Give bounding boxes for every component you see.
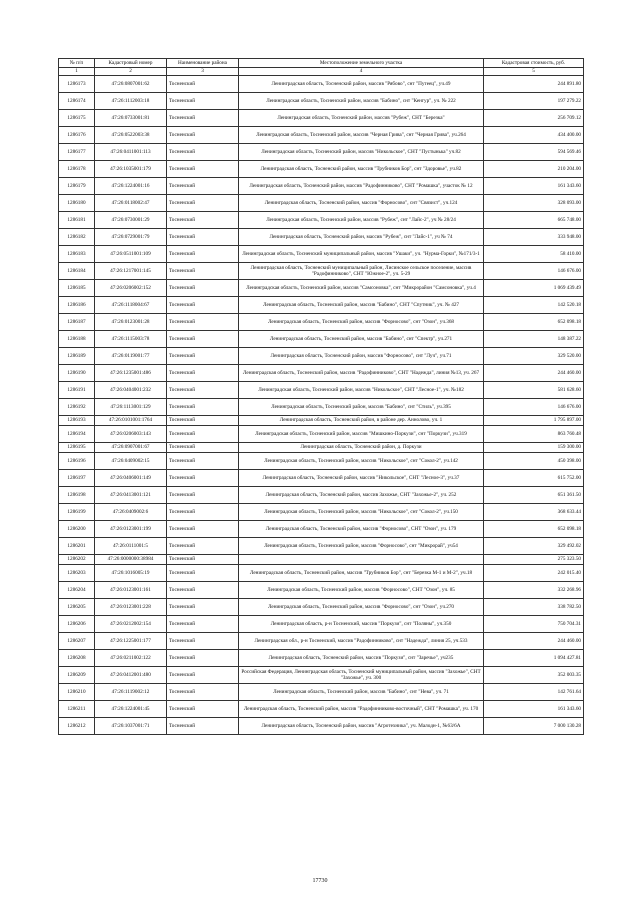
land-location: Ленинградская область, Тосненский район, массив "Никольское", снт "Сокол-2", уч.142 — [239, 453, 484, 470]
cadastral-cost: 652 098.18 — [484, 521, 584, 538]
cadastral-number: 47:26:0119001:77 — [95, 348, 167, 365]
district-name: Тосненский — [167, 348, 239, 365]
cadastral-cost: 332 268.96 — [484, 582, 584, 599]
cadastral-number: 47:26:0111001:5 — [95, 538, 167, 555]
table-row — [59, 365, 584, 382]
district-name: Тосненский — [167, 582, 239, 599]
cadastral-number: 47:26:0406001:149 — [95, 470, 167, 487]
cadastral-number: 47:26:1224001:45 — [95, 701, 167, 718]
row-index: 1286180 — [59, 195, 95, 212]
row-index: 1286196 — [59, 453, 95, 470]
district-name: Тосненский — [167, 701, 239, 718]
cadastral-cost: 615 752.00 — [484, 470, 584, 487]
cadastral-cost: 338 782.50 — [484, 599, 584, 616]
district-name: Тосненский — [167, 195, 239, 212]
cadastral-number: 47:26:0404001:232 — [95, 382, 167, 399]
table-body — [59, 76, 584, 735]
cadastral-number: 47:26:0409002:15 — [95, 453, 167, 470]
table-row — [59, 565, 584, 582]
row-index: 1286204 — [59, 582, 95, 599]
cadastral-number: 47:26:0522003:38 — [95, 127, 167, 144]
cadastral-number: 47:26:0211002:122 — [95, 650, 167, 667]
land-location: Ленинградская область, Тосненский район, массив "Рубеж", снт "Лайс-2", уч № 28/24 — [239, 212, 484, 229]
district-name: Тосненский — [167, 416, 239, 426]
row-index: 1286206 — [59, 616, 95, 633]
cadastral-cost: 256 709.12 — [484, 110, 584, 127]
row-index: 1286190 — [59, 365, 95, 382]
header-location: Местоположение земельного участка — [239, 59, 484, 68]
cadastral-cost: 329 520.00 — [484, 348, 584, 365]
row-index: 1286191 — [59, 382, 95, 399]
district-name: Тосненский — [167, 127, 239, 144]
cadastral-cost: 368 633.44 — [484, 504, 584, 521]
header-row — [59, 59, 584, 68]
cadastral-number: 47:26:1118004:67 — [95, 297, 167, 314]
table-row — [59, 382, 584, 399]
district-name: Тосненский — [167, 178, 239, 195]
land-location: Ленинградская область, Тосненский район, массив "Черная Грива", снт "Черная Грива", уч.264 — [239, 127, 484, 144]
cadastral-number: 47:26:1217001:145 — [95, 263, 167, 280]
land-location: Ленинградская область, Тосненский район, массив "Трубников Бор", снт "Березка М-1 и М-2", уч.18 — [239, 565, 484, 582]
table-row — [59, 616, 584, 633]
district-name: Тосненский — [167, 555, 239, 565]
land-location: Ленинградская область, Тосненский район, массив "Никольское", снт "Сокол-2", уч.150 — [239, 504, 484, 521]
land-location: Ленинградская область, Тосненский район, массив "Форносово", СНТ "Озон", уч. 179 — [239, 521, 484, 538]
cadastral-number: 47:26:0206002:152 — [95, 280, 167, 297]
district-name: Тосненский — [167, 144, 239, 161]
land-location: Ленинградская область, Тосненский район, массив "Форносово", снт "Связист", уч.124 — [239, 195, 484, 212]
table-row — [59, 280, 584, 297]
row-index: 1286205 — [59, 599, 95, 616]
table-row — [59, 76, 584, 93]
land-location: Ленинградская область, Тосненский район, массив "Радофинниково-восточный", СНТ "Ромашка", уч. 170 — [239, 701, 484, 718]
row-index: 1286182 — [59, 229, 95, 246]
cadastral-number: 47:26:0730001:29 — [95, 212, 167, 229]
land-location: Ленинградская область, Тосненский район, массив "Самсоновка", снт "Микрорайон "Самсоновка", уч.4 — [239, 280, 484, 297]
land-location: Ленинградская область, Тосненский район, массив "Рубеж", снт "Лайс-1", уч № 74 — [239, 229, 484, 246]
table-row — [59, 348, 584, 365]
cadastral-cost: 244 460.00 — [484, 633, 584, 650]
header-index: № п/п — [59, 59, 95, 68]
row-index: 1286181 — [59, 212, 95, 229]
row-index: 1286184 — [59, 263, 95, 280]
header-district: Наименование района — [167, 59, 239, 68]
cadastral-cost: 7 000 130.28 — [484, 718, 584, 735]
land-location: Ленинградская область, Тосненский район, массив "Мишкино-Поркузи", снт "Поркузи", уч.319 — [239, 426, 484, 443]
cadastral-number: 47:26:0412001:480 — [95, 667, 167, 684]
cadastral-number: 47:26:1119002:12 — [95, 684, 167, 701]
row-index: 1286186 — [59, 297, 95, 314]
row-index: 1286192 — [59, 399, 95, 416]
row-index: 1286194 — [59, 426, 95, 443]
land-location: Ленинградская область, Тосненский район, массив "Бабино", снт "Кенгур", уч. № 222 — [239, 93, 484, 110]
land-location: Ленинградская область, Тосненский район, массив "Рябово", снт "Путеец", уч.49 — [239, 76, 484, 93]
column-number: 3 — [167, 68, 239, 76]
document-sheet — [58, 58, 583, 735]
land-location: Ленинградская область, Тосненский район, массив "Бабино", СНТ "Спутник", уч. № 427 — [239, 297, 484, 314]
land-location: Ленинградская область, Тосненский муниципальный район, массив "Ушаки", уч. "Нурма-Горки", №171/3-1 — [239, 246, 484, 263]
cadastral-number: 47:26:1112003:18 — [95, 93, 167, 110]
cadastral-cost: 142 520.18 — [484, 297, 584, 314]
cadastral-cost: 863 760.48 — [484, 426, 584, 443]
land-location: Ленинградская область, Тосненский район, массив "Радофинниково", СНТ "Ромашка", участок № 12 — [239, 178, 484, 195]
district-name: Тосненский — [167, 365, 239, 382]
district-name: Тосненский — [167, 633, 239, 650]
column-number-row — [59, 68, 584, 76]
district-name: Тосненский — [167, 470, 239, 487]
page-number: 17730 — [312, 878, 328, 884]
table-row — [59, 701, 584, 718]
district-name: Тосненский — [167, 399, 239, 416]
cadastral-number: 47:26:0411001:113 — [95, 144, 167, 161]
row-index: 1286187 — [59, 314, 95, 331]
row-index: 1286208 — [59, 650, 95, 667]
row-index: 1286202 — [59, 555, 95, 565]
district-name: Тосненский — [167, 487, 239, 504]
table-row — [59, 487, 584, 504]
header-cost: Кадастровая стоимость, руб. — [484, 59, 584, 68]
district-name: Тосненский — [167, 229, 239, 246]
district-name: Тосненский — [167, 650, 239, 667]
cadastral-cost: 210 204.00 — [484, 161, 584, 178]
cadastral-cost: 333 948.00 — [484, 229, 584, 246]
cadastral-number: 47:26:1016005:19 — [95, 565, 167, 582]
district-name: Тосненский — [167, 426, 239, 443]
cadastral-cost: 1 094 427.81 — [484, 650, 584, 667]
district-name: Тосненский — [167, 297, 239, 314]
row-index: 1286173 — [59, 76, 95, 93]
row-index: 1286189 — [59, 348, 95, 365]
land-location: Российская Федерация, Ленинградская область, Тосненский муниципальный район, массив "Захожье", СНТ "Захожье", уч. 300 — [239, 667, 484, 684]
row-index: 1286203 — [59, 565, 95, 582]
land-location: Ленинградская область, Тосненский район, массив Захожье, СНТ "Захожье-2", уч. 252 — [239, 487, 484, 504]
cadastral-number: 47:26:0123001:199 — [95, 521, 167, 538]
column-number: 5 — [484, 68, 584, 76]
land-location: Ленинградская область, Тосненский район, массив "Радофинниково", СНТ "Надежда", линия №13, уч. 267 — [239, 365, 484, 382]
row-index: 1286183 — [59, 246, 95, 263]
cadastral-number: 47:26:0000000:38984 — [95, 555, 167, 565]
district-name: Тосненский — [167, 453, 239, 470]
table-row — [59, 667, 584, 684]
table-row — [59, 399, 584, 416]
land-location: Ленинградская область, Тосненский район, массив "Никольское", СНТ "Лесное-3", уч.37 — [239, 470, 484, 487]
table-row — [59, 650, 584, 667]
district-name: Тосненский — [167, 565, 239, 582]
table-row — [59, 504, 584, 521]
cadastral-number: 47:26:0123001:161 — [95, 582, 167, 599]
table-row — [59, 297, 584, 314]
district-name: Тосненский — [167, 521, 239, 538]
cadastral-cost: 750 704.31 — [484, 616, 584, 633]
land-location: Ленинградская область, Тосненский район, массив "Форносово", снт "Озон", уч.368 — [239, 314, 484, 331]
table-row — [59, 416, 584, 426]
district-name: Тосненский — [167, 443, 239, 453]
cadastral-cost: 665 748.00 — [484, 212, 584, 229]
cadastral-number: 47:26:1115003:78 — [95, 331, 167, 348]
cadastral-cost: 148 387.22 — [484, 331, 584, 348]
land-location: Ленинградская область, Тосненский район, массив "Бабино", снт "Нева", уч. 71 — [239, 684, 484, 701]
land-location: Ленинградская область, Тосненский район, массив "Никольское", СНТ "Лесное-1", уч. №182 — [239, 382, 484, 399]
district-name: Тосненский — [167, 76, 239, 93]
row-index: 1286210 — [59, 684, 95, 701]
cadastral-number: 47:26:0413001:121 — [95, 487, 167, 504]
table-row — [59, 110, 584, 127]
row-index: 1286197 — [59, 470, 95, 487]
table-row — [59, 470, 584, 487]
row-index: 1286185 — [59, 280, 95, 297]
row-index: 1286193 — [59, 416, 95, 426]
cadastral-cost: 434 400.00 — [484, 127, 584, 144]
district-name: Тосненский — [167, 263, 239, 280]
district-name: Тосненский — [167, 684, 239, 701]
cadastral-cost: 450 398.00 — [484, 453, 584, 470]
land-location — [239, 555, 484, 565]
table-row — [59, 246, 584, 263]
cadastral-number: 47:26:0212002:154 — [95, 616, 167, 633]
row-index: 1286200 — [59, 521, 95, 538]
column-number: 2 — [95, 68, 167, 76]
table-row — [59, 195, 584, 212]
row-index: 1286199 — [59, 504, 95, 521]
table-row — [59, 144, 584, 161]
land-location: Ленинградская область, Тосненский район, массив "Форносово", снт "Озон", уч.270 — [239, 599, 484, 616]
land-location: Ленинградская область, Тосненский район, массив "Агротехника", уч. Малодн-1, №63/6А — [239, 718, 484, 735]
cadastral-cost: 146 676.00 — [484, 263, 584, 280]
cadastral-number: 47:26:0123001:28 — [95, 314, 167, 331]
cadastral-number: 47:26:0101001:1764 — [95, 416, 167, 426]
table-row — [59, 555, 584, 565]
cadastral-cost: 329 492.02 — [484, 538, 584, 555]
cadastral-number: 47:26:0409002:6 — [95, 504, 167, 521]
cadastral-number: 47:26:0123001:228 — [95, 599, 167, 616]
land-location: Ленинградская область, Тосненский район, массив "Рубеж", СНТ "Березка" — [239, 110, 484, 127]
table-row — [59, 521, 584, 538]
table-row — [59, 229, 584, 246]
land-location: Ленинградская область, Тосненский район, массив "Никольское", СНТ "Пустынька" уч.82 — [239, 144, 484, 161]
cadastral-cost: 146 676.00 — [484, 399, 584, 416]
land-location: Ленинградская область, Тосненский район, массив "Форносово", снт "Микрорай", уч54 — [239, 538, 484, 555]
cadastral-number: 47:26:0511001:109 — [95, 246, 167, 263]
cadastral-cost: 352 003.35 — [484, 667, 584, 684]
row-index: 1286174 — [59, 93, 95, 110]
cadastral-cost: 244 891.80 — [484, 76, 584, 93]
cadastral-cost: 242 015.40 — [484, 565, 584, 582]
land-location: Ленинградская область, р-н Тосненский, массив "Поркузи", снт "Поляны", уч.350 — [239, 616, 484, 633]
cadastral-cost: 142 761.64 — [484, 684, 584, 701]
land-location: Ленинградская область, Тосненский район, в районе дер. Аннолово, уч. 1 — [239, 416, 484, 426]
row-index: 1286176 — [59, 127, 95, 144]
column-number: 4 — [239, 68, 484, 76]
table-row — [59, 718, 584, 735]
table-row — [59, 263, 584, 280]
district-name: Тосненский — [167, 718, 239, 735]
land-location: Ленинградская область, Тосненский район, массив "Форносово", СНТ "Озон", уч. 85 — [239, 582, 484, 599]
table-row — [59, 538, 584, 555]
row-index: 1286211 — [59, 701, 95, 718]
table-row — [59, 453, 584, 470]
cadastral-number: 47:26:0206003:143 — [95, 426, 167, 443]
cadastral-number: 47:26:0729001:79 — [95, 229, 167, 246]
cadastral-cost: 328 093.00 — [484, 195, 584, 212]
cadastral-cost: 1 795 897.00 — [484, 416, 584, 426]
table-row — [59, 314, 584, 331]
cadastral-cost: 244 460.00 — [484, 365, 584, 382]
district-name: Тосненский — [167, 538, 239, 555]
land-location: Ленинградская область, Тосненский район, массив "Трубников Бор", снт "Здоровье", уч.82 — [239, 161, 484, 178]
table-row — [59, 599, 584, 616]
district-name: Тосненский — [167, 382, 239, 399]
table-row — [59, 331, 584, 348]
cadastral-cost: 651 361.50 — [484, 487, 584, 504]
cadastral-number: 47:26:1037001:71 — [95, 718, 167, 735]
row-index: 1286175 — [59, 110, 95, 127]
row-index: 1286201 — [59, 538, 95, 555]
district-name: Тосненский — [167, 246, 239, 263]
table-row — [59, 426, 584, 443]
land-location: Ленинградская область, Тосненский район, массив "Поркузи", снт "Заречье", уч235 — [239, 650, 484, 667]
row-index: 1286188 — [59, 331, 95, 348]
table-row — [59, 93, 584, 110]
table-row — [59, 212, 584, 229]
cadastral-number: 47:26:0118002:47 — [95, 195, 167, 212]
cadastral-cost: 581 628.60 — [484, 382, 584, 399]
row-index: 1286207 — [59, 633, 95, 650]
district-name: Тосненский — [167, 616, 239, 633]
table-row — [59, 684, 584, 701]
land-location: Ленинградская область, Тосненский район, массив "Бабино", снт "Стиль", уч.395 — [239, 399, 484, 416]
district-name: Тосненский — [167, 161, 239, 178]
cadastral-cost: 652 098.18 — [484, 314, 584, 331]
cadastral-number: 47:26:1113001:129 — [95, 399, 167, 416]
row-index: 1286198 — [59, 487, 95, 504]
row-index: 1286195 — [59, 443, 95, 453]
district-name: Тосненский — [167, 599, 239, 616]
table-row — [59, 127, 584, 144]
cadastral-cost: 58 410.00 — [484, 246, 584, 263]
row-index: 1286179 — [59, 178, 95, 195]
cadastral-cost: 161 343.60 — [484, 178, 584, 195]
cadastral-number: 47:26:1224001:16 — [95, 178, 167, 195]
cadastral-table — [58, 58, 584, 735]
cadastral-number: 47:26:1235001:486 — [95, 365, 167, 382]
table-row — [59, 582, 584, 599]
land-location: Ленинградская область, Тосненский район, д. Поркузи — [239, 443, 484, 453]
district-name: Тосненский — [167, 280, 239, 297]
cadastral-number: 47:26:0733001:81 — [95, 110, 167, 127]
district-name: Тосненский — [167, 110, 239, 127]
row-index: 1286178 — [59, 161, 95, 178]
district-name: Тосненский — [167, 504, 239, 521]
cadastral-cost: 197 279.22 — [484, 93, 584, 110]
cadastral-number: 47:26:1225001:177 — [95, 633, 167, 650]
district-name: Тосненский — [167, 331, 239, 348]
cadastral-cost: 594 569.46 — [484, 144, 584, 161]
table-row — [59, 633, 584, 650]
district-name: Тосненский — [167, 667, 239, 684]
table-row — [59, 443, 584, 453]
land-location: Ленинградская область, Тосненский район, массив "Бабино", снт "Спектр", уч.271 — [239, 331, 484, 348]
cadastral-number: 47:26:0907001:67 — [95, 443, 167, 453]
cadastral-cost: 159 300.00 — [484, 443, 584, 453]
row-index: 1286209 — [59, 667, 95, 684]
land-location: Ленинградская область, Тосненский район, массив "Форносово", снт "Луч", уч.71 — [239, 348, 484, 365]
cadastral-cost: 161 343.60 — [484, 701, 584, 718]
district-name: Тосненский — [167, 314, 239, 331]
column-number: 1 — [59, 68, 95, 76]
district-name: Тосненский — [167, 212, 239, 229]
cadastral-number: 47:26:1035001:179 — [95, 161, 167, 178]
header-cadastral-number: Кадастровый номер — [95, 59, 167, 68]
cadastral-cost: 275 323.50 — [484, 555, 584, 565]
row-index: 1286212 — [59, 718, 95, 735]
row-index: 1286177 — [59, 144, 95, 161]
land-location: Ленинградская обл., р-н Тосненский, массив "Радофинниково", снт "Надежда", линия 25, уч.533 — [239, 633, 484, 650]
district-name: Тосненский — [167, 93, 239, 110]
land-location: Ленинградская область, Тосненский муниципальный район, Лисинское сельское поселение, массив "Радофинниково", СНТ "Южное-2", уч. 5-29 — [239, 263, 484, 280]
cadastral-number: 47:26:0807001:62 — [95, 76, 167, 93]
table-row — [59, 178, 584, 195]
table-row — [59, 161, 584, 178]
cadastral-cost: 1 069 439.49 — [484, 280, 584, 297]
